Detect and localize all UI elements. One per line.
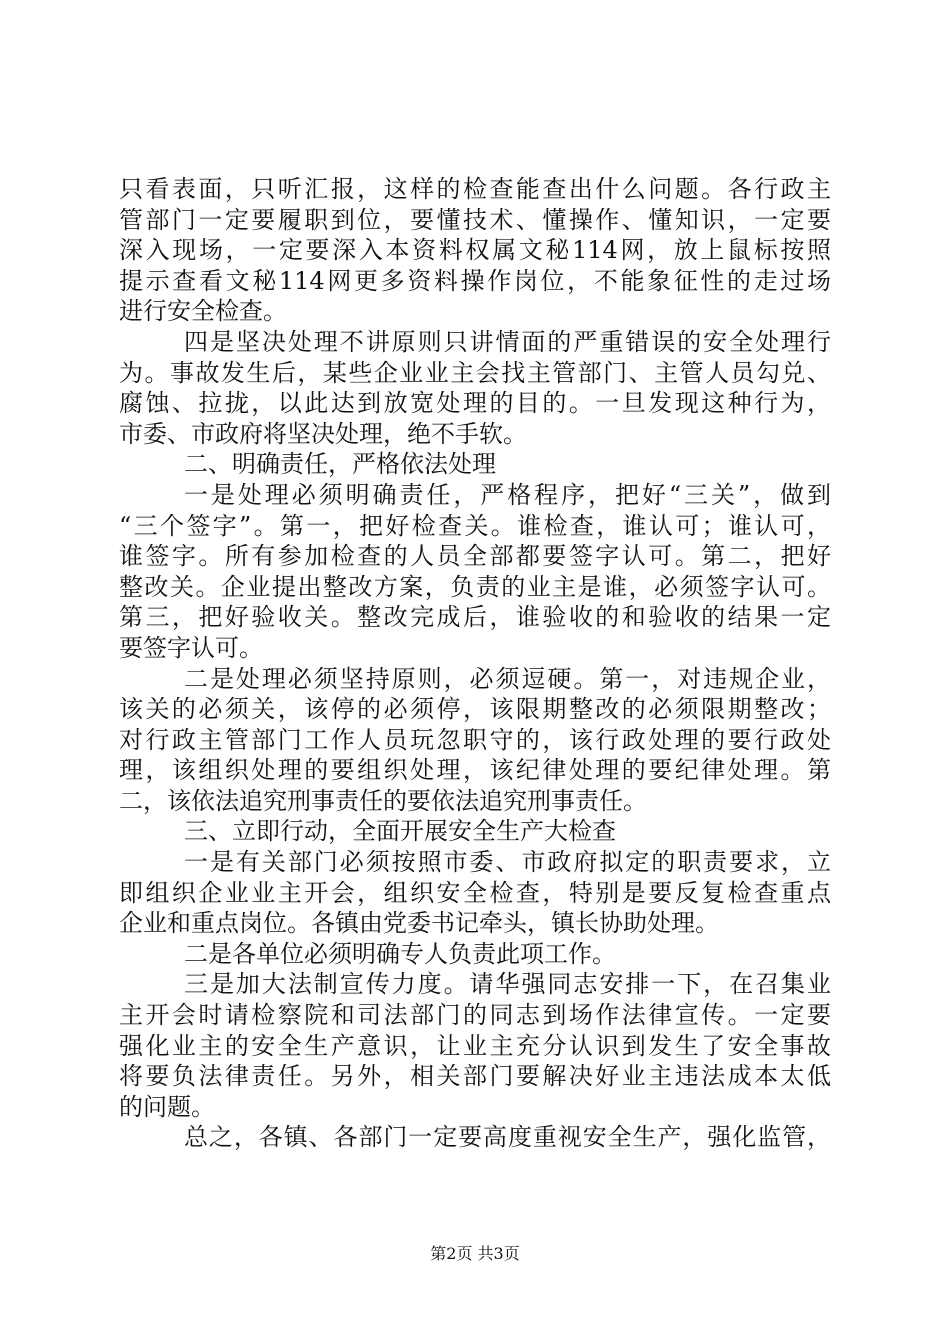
- text-line: 企业和重点岗位。各镇由党委书记牵头，镇长协助处理。: [119, 909, 719, 938]
- text-line: 的问题。: [119, 1092, 215, 1121]
- text-line: 主开会时请检察院和司法部门的同志到场作法律宣传。一定要: [119, 1001, 831, 1030]
- text-line: 管部门一定要履职到位，要懂技术、懂操作、懂知识，一定要: [119, 205, 831, 234]
- text-line: 二，该依法追究刑事责任的要依法追究刑事责任。: [119, 786, 647, 815]
- paragraph-start-line: 一是有关部门必须按照市委、市政府拟定的职责要求，立: [184, 848, 831, 877]
- text-line: 为。事故发生后，某些企业业主会找主管部门、主管人员勾兑、: [119, 358, 831, 387]
- text-line: 对行政主管部门工作人员玩忽职守的，该行政处理的要行政处: [119, 725, 831, 754]
- text-line: 理，该组织处理的要组织处理，该纪律处理的要纪律处理。第: [119, 756, 831, 785]
- text-line: 只看表面，只听汇报，这样的检查能查出什么问题。各行政主: [119, 175, 831, 203]
- paragraph-start-line: 四是坚决处理不讲原则只讲情面的严重错误的安全处理行: [184, 327, 831, 356]
- text-line: 强化业主的安全生产意识，让业主充分认识到发生了安全事故: [119, 1031, 831, 1060]
- text-line: 谁签字。所有参加检查的人员全部都要签字认可。第二，把好: [119, 542, 831, 571]
- text-line: 整改关。企业提出整改方案，负责的业主是谁，必须签字认可。: [119, 572, 831, 601]
- text-line: 该关的必须关，该停的必须停，该限期整改的必须限期整改；: [119, 695, 831, 724]
- text-line: 要签字认可。: [119, 633, 263, 662]
- text-line: 提示查看文秘114网更多资料操作岗位，不能象征性的走过场: [119, 266, 831, 295]
- text-line: 市委、市政府将坚决处理，绝不手软。: [119, 419, 527, 448]
- section-heading: 三、立即行动，全面开展安全生产大检查: [184, 817, 616, 846]
- text-line: 即组织企业业主开会，组织安全检查，特别是要反复检查重点: [119, 878, 831, 907]
- section-heading: 二、明确责任，严格依法处理: [184, 450, 496, 479]
- paragraph-start-line: 二是各单位必须明确专人负责此项工作。: [184, 939, 616, 968]
- paragraph-start-line: 二是处理必须坚持原则，必须逗硬。第一，对违规企业，: [184, 664, 831, 693]
- text-line: 腐蚀、拉拢，以此达到放宽处理的目的。一旦发现这种行为，: [119, 389, 831, 418]
- text-line: “三个签字”。第一，把好检查关。谁检查，谁认可；谁认可，: [119, 511, 831, 540]
- page-footer: 第2页 共3页: [430, 1244, 520, 1263]
- paragraph-start-line: 三是加大法制宣传力度。请华强同志安排一下，在召集业: [184, 970, 831, 999]
- text-line: 进行安全检查。: [119, 297, 287, 326]
- text-line: 第三，把好验收关。整改完成后，谁验收的和验收的结果一定: [119, 603, 831, 632]
- text-line: 深入现场，一定要深入本资料权属文秘114网，放上鼠标按照: [119, 236, 831, 265]
- paragraph-start-line: 总之，各镇、各部门一定要高度重视安全生产，强化监管，: [184, 1123, 831, 1152]
- paragraph-start-line: 一是处理必须明确责任，严格程序，把好“三关”，做到: [184, 480, 831, 509]
- text-line: 将要负法律责任。另外，相关部门要解决好业主违法成本太低: [119, 1062, 831, 1091]
- document-body: [119, 174, 831, 1153]
